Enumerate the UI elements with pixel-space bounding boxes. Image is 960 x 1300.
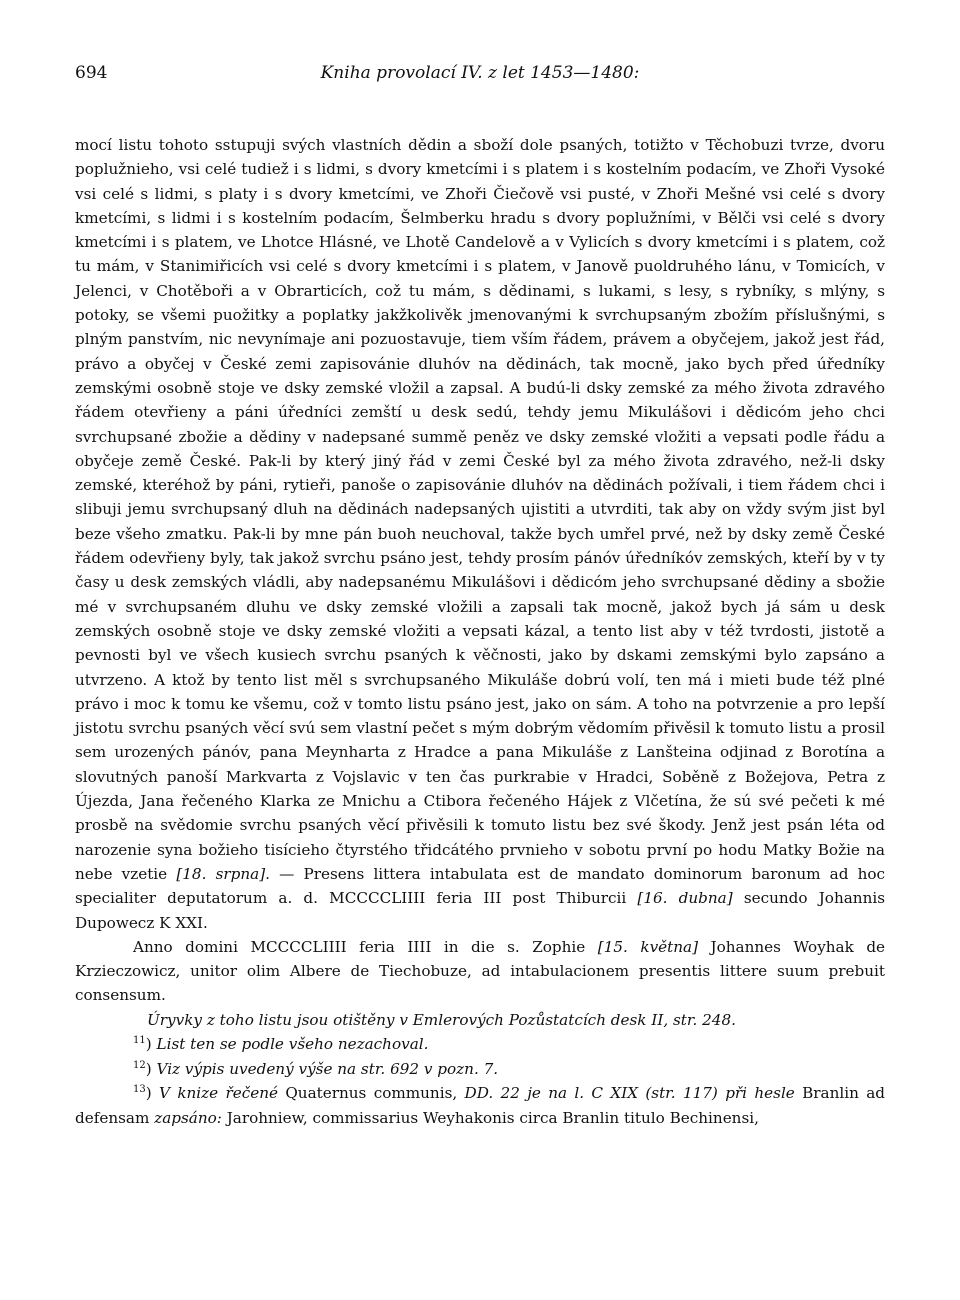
main-paragraph-end: secundo Johannis Dupowecz K XXI. bbox=[75, 889, 885, 932]
footnote-text: List ten se podle všeho nezachoval. bbox=[156, 1035, 429, 1054]
footnote-text: Branlin ad defensam bbox=[75, 1084, 886, 1128]
footnote-text: DD. 22 je na l. C XIX (str. 117) při hesle bbox=[464, 1084, 795, 1103]
footnote-mark: 13 bbox=[133, 1084, 146, 1096]
second-paragraph-end: Johannes Woyhak de Krzieczowicz, unitor olim Albere de Tiechobuze, ad intabulacionem presentis littere suum prebuit consensum. bbox=[75, 937, 886, 1005]
page-header bbox=[75, 63, 885, 133]
running-title: Kniha provolací IV. z let 1453—1480: bbox=[320, 63, 640, 83]
footnotes bbox=[75, 1008, 885, 1131]
page-number: 694 bbox=[75, 63, 108, 83]
footnote-text: Jarohniew, commissarius Weyhakonis circa Branlin titulo Bechinensi, bbox=[226, 1109, 759, 1128]
main-paragraph bbox=[75, 133, 885, 935]
footnote-mark: 11 bbox=[133, 1035, 146, 1047]
footnote-12: $^{12}$) Viz výpis uvedený výše na str. 692 v pozn. 7. bbox=[133, 1059, 499, 1078]
footnote-text: Quaternus communis, bbox=[285, 1084, 458, 1103]
second-paragraph-start: Anno domini MCCCCLIIII feria IIII in die s. Zophie bbox=[133, 937, 586, 956]
main-paragraph-continuation: — Presens littera intabulata est de mandato dominorum baronum ad hoc specialiter deputatorum a. d. MCCCCLIIII feria III post Thiburcii bbox=[75, 864, 886, 908]
document-page bbox=[0, 63, 960, 1300]
date-note: [15. května] bbox=[597, 937, 699, 956]
footnote-mark: 12 bbox=[133, 1059, 146, 1071]
footnote-text: zapsáno: bbox=[154, 1109, 222, 1128]
footnote-text: Viz výpis uvedený výše na str. 692 v pozn. 7. bbox=[156, 1059, 499, 1078]
date-note: [16. dubna] bbox=[637, 889, 733, 908]
date-note: [18. srpna]. bbox=[176, 864, 270, 883]
footnote-13: $^{13}$) V knize řečené Quaternus communis, DD. 22 je na l. C XIX (str. 117) při hesle Branlin ad defensam zapsáno: Jarohniew, commissarius Weyhakonis circa Branlin titulo Bechinensi, bbox=[75, 1084, 886, 1128]
second-paragraph bbox=[75, 935, 885, 1008]
footnote-text: V knize řečené bbox=[159, 1084, 279, 1103]
footnote-11: $^{11}$) List ten se podle všeho nezachoval. bbox=[133, 1035, 429, 1054]
footnote-source: Úryvky z toho listu jsou otištěny v Emlerových Pozůstatcích desk II, str. 248. bbox=[147, 1010, 736, 1029]
main-paragraph-text: mocí listu tohoto sstupuji svých vlastních dědin a sboží dole psaných, totižto v Těchobuzi tvrze, dvoru poplužnieho, vsi celé tudiež i s lidmi, s dvory kmetcími i s platem i s kostelním podacím, ve Zhoři Vysoké vsi celé s lidmi, s platy i s dvory kmetcími, ve Zhoři Čiečově vsi pusté, v Zhoři Mešné vsi celé s dvory kmetcími, s lidmi i s kostelním podacím, Šelmberku hradu s dvory poplužními, v Bělči vsi celé s dvory kmetcími i s platem, ve Lhotce Hlásné, ve Lhotě Candelově a v Vylicích s dvory kmetcími i s platem, což tu mám, v Stanimiřicích vsi celé s dvory kmetcími i s platem, v Janově puoldruhého lánu, v Tomicích, v Jelenci, v Chotěboři a v Obrarticích, což tu mám, s dědinami, s lukami, s lesy, s rybníky, s mlýny, s potoky, se všemi puožitky a poplatky jakžkolivěk jmenovanými k svrchupsaným zbožím příslušnými, s plným panstvím, nic nevynímaje ani pozuostavuje, tiem vším řádem, právem a obyčejem, jakož jest řád, právo a obyčej v České zemi zapisovánie dluhóv na dědinách, tak mocně, jako bych před úředníky zemskými osobně stoje ve dsky zemské vložil a zapsal. A budú-li dsky zemské za mého života zdravého řádem otevřieny a páni úředníci zemští u desk sedú, tehdy jemu Mikulášovi i dědicóm jeho chci svrchupsané zbožie a dědiny v nadepsané summě peněz ve dsky zemské vložiti a vepsati podle řádu a obyčeje země České. Pak-li by který jiný řád v zemi České byl za mého života zdravého, než-li dsky zemské, kteréhož by páni, rytieři, panoše o zapisovánie dluhóv na dědinách požívali, i tiem řádem chci i slibuji jemu svrchupsaný dluh na dědinách nadepsaných ujistiti a utvrditi, tak aby on vždy svým jist byl beze všeho zmatku. Pak-li by mne pán buoh neuchoval, takže bych umřel prvé, než by dsky země České řádem odevřieny byly, tak jakož svrchu psáno jest, tehdy prosím pánóv úředníkóv zemských, kteří by v ty časy u desk zemských vládli, aby nadepsanému Mikulášovi i dědicóm jeho svrchupsané dědiny a sbožie mé v svrchupsaném dluhu ve dsky zemské vložili a zapsali tak mocně, jakož bych já sám u desk zemských osobně stoje ve dsky zemské vložiti a vepsati kázal, a tento list aby v též tvrdosti, jistotě a pevnosti byl ve všech kusiech svrchu psaných k věčnosti, jako by dskami zemskými bylo zapsáno a utvrzeno. A ktož by tento list měl s svrchupsaného Mikuláše dobrú volí, ten má i mieti bude též plné právo i moc k tomu ke všemu, což v tomto listu psáno jest, jako on sám. A toho na potvrzenie a pro lepší jistotu svrchu psaných věcí svú sem vlastní pečet s mým dobrým vědomím přivěsil k tomuto listu a prosil sem urozených pánóv, pana Meynharta z Hradce a pana Mikuláše z Lanšteina odjinad z Borotína a slovutných panoší Markvarta z Vojslavic v ten čas purkrabie v Hradci, Soběně z Božejova, Petra z Újezda, Jana řečeného Klarka ze Mnichu a Ctibora řečeného Hájek z Vlčetína, že sú své pečeti k mé prosbě na svědomie svrchu psaných věcí přivěsili k tomuto listu bez své škody. Jenž jest psán léta od narozenie syna božieho tisícieho čtyrstého třidcátého prvnieho v sobotu první po hodu Matky Božie na nebe vzetie bbox=[75, 136, 885, 883]
